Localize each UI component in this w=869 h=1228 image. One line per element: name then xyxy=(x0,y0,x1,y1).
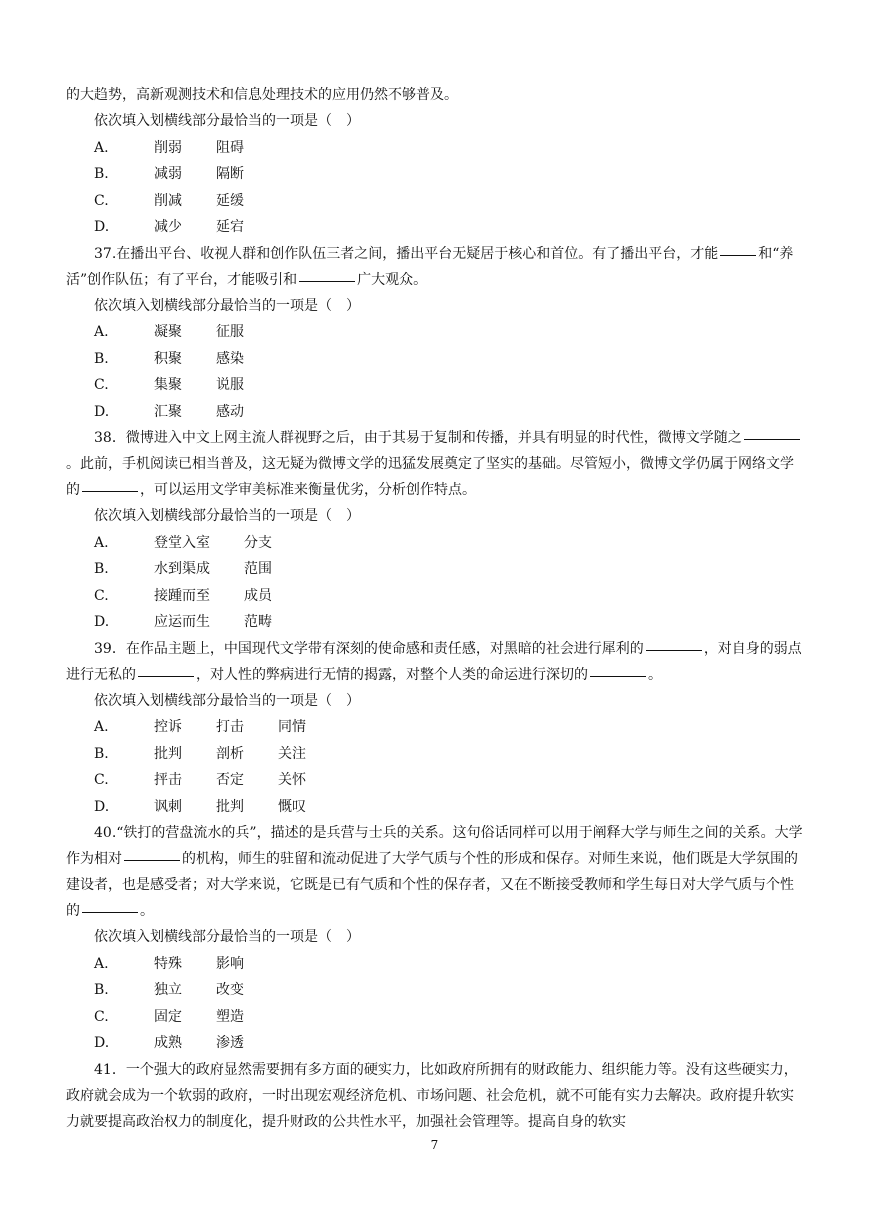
question-prompt-37: 依次填入划横线部分最恰当的一项是（ ） xyxy=(94,297,360,314)
option-38-a: A. 登堂入室 分支 xyxy=(94,534,272,551)
answer-blank xyxy=(124,859,180,861)
question-37: 37.在播出平台、收视人群和创作队伍三者之间，播出平台无疑居于核心和首位。有了播出平台，才能 和“养活”创作队伍；有了平台，才能吸引和 广大观众。 xyxy=(66,245,794,288)
question-prompt-36: 依次填入划横线部分最恰当的一项是（ ） xyxy=(94,113,360,129)
option-36-b: B. 减弱 隔断 xyxy=(94,166,244,182)
option-36-d: D. 减少 延宕 xyxy=(94,219,244,235)
question-38: 38．微博进入中文上网主流人群视野之后，由于其易于复制和传播，并具有明显的时代性，微博文学随之。此前，手机阅读已相当普及，这无疑为微博文学的迅猛发展奠定了坚实的基础。尽管短小，微博文学仍属于网络文学的 ，可以运用文学审美标准来衡量优劣，分析创作特点。 xyxy=(66,425,804,503)
option-37-d: D. 汇聚 感动 xyxy=(94,403,244,420)
option-39-a: A. 控诉 打击 同情 xyxy=(94,719,306,735)
options-39 xyxy=(66,714,804,820)
document-body xyxy=(66,82,804,1135)
options-37 xyxy=(66,319,804,425)
option-39-b: B. 批判 剖析 关注 xyxy=(94,745,306,762)
option-36-c: C. 削减 延缓 xyxy=(94,192,244,209)
page-number: 7 xyxy=(430,1138,439,1152)
paragraph-continuation: 的大趋势，高新观测技术和信息处理技术的应用仍然不够普及。 xyxy=(66,87,458,103)
answer-blank xyxy=(646,649,702,651)
answer-blank xyxy=(720,254,756,256)
option-40-d: D. 成熟 渗透 xyxy=(94,1035,244,1051)
answer-blank xyxy=(82,911,138,913)
option-40-c: C. 固定 塑造 xyxy=(94,1008,244,1025)
option-38-c: C. 接踵而至 成员 xyxy=(94,587,272,604)
options-38 xyxy=(66,530,804,636)
question-prompt-38: 依次填入划横线部分最恰当的一项是（ ） xyxy=(94,508,360,524)
option-37-c: C. 集聚 说服 xyxy=(94,377,244,393)
option-39-c: C. 抨击 否定 关怀 xyxy=(94,772,306,788)
option-38-b: B. 水到渠成 范围 xyxy=(94,561,272,577)
option-38-d: D. 应运而生 范畴 xyxy=(94,614,272,630)
option-37-a: A. 凝聚 征服 xyxy=(94,324,244,340)
question-39: 39．在作品主题上，中国现代文学带有深刻的使命感和责任感，对黑暗的社会进行犀利的 ，对自身的弱点进行无私的 ，对人性的弊病进行无情的揭露，对整个人类的命运进行深切的 。 xyxy=(66,640,802,683)
option-37-b: B. 积聚 感染 xyxy=(94,350,244,367)
answer-blank xyxy=(82,490,138,492)
options-40 xyxy=(66,951,804,1057)
answer-blank xyxy=(138,675,194,677)
answer-blank xyxy=(590,675,646,677)
question-prompt-40: 依次填入划横线部分最恰当的一项是（ ） xyxy=(94,929,360,945)
option-40-a: A. 特殊 影响 xyxy=(94,955,244,972)
question-40: 40.“铁打的营盘流水的兵”，描述的是兵营与士兵的关系。这句俗话同样可以用于阐释大学与师生之间的关系。大学作为相对 的机构，师生的驻留和流动促进了大学气质与个性的形成和保存。对师生来说，他们既是大学氛围的建设者，也是感受者；对大学来说，它既是已有气质和个性的保存者，又在不断接受教师和学生每日对大学气质与个性的 。 xyxy=(66,825,803,919)
options-36 xyxy=(66,135,804,241)
answer-blank xyxy=(299,280,355,282)
question-prompt-39: 依次填入划横线部分最恰当的一项是（ ） xyxy=(94,692,360,709)
option-36-a: A. 削弱 阻碍 xyxy=(94,139,244,156)
question-41: 41．一个强大的政府显然需要拥有多方面的硬实力，比如政府所拥有的财政能力、组织能力等。没有这些硬实力，政府就会成为一个软弱的政府，一时出现宏观经济危机、市场问题、社会危机，就不可能有实力去解决。政府提升软实力就要提高政治权力的制度化，提升财政的公共性水平，加强社会管理等。提高自身的软实 xyxy=(66,1061,798,1130)
option-40-b: B. 独立 改变 xyxy=(94,982,244,998)
answer-blank xyxy=(744,438,800,440)
option-39-d: D. 讽刺 批判 慨叹 xyxy=(94,798,306,815)
